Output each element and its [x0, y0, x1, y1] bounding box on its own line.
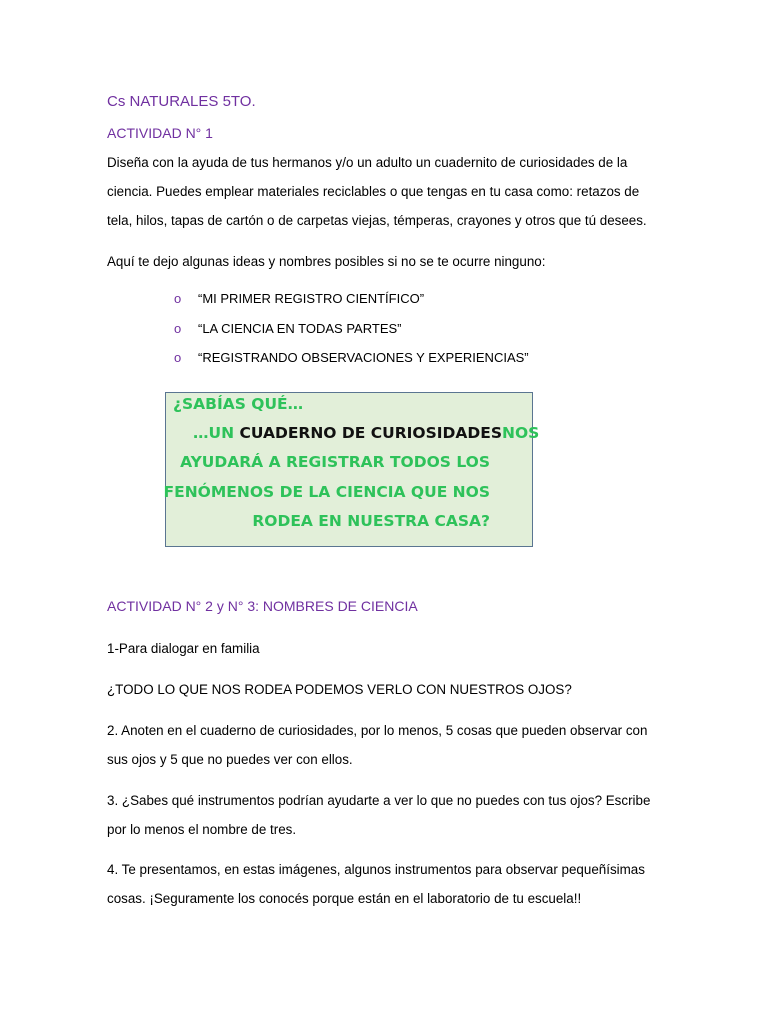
idea-text: “REGISTRANDO OBSERVACIONES Y EXPERIENCIAS”	[198, 350, 529, 365]
bullet-icon: o	[174, 350, 182, 365]
callout-emphasis: CUADERNO DE CURIOSIDADES	[239, 424, 502, 442]
callout-line-4: FENÓMENOS DE LA CIENCIA QUE NOS	[163, 483, 490, 501]
activity-2-item-3	[107, 786, 667, 844]
list-item	[174, 321, 529, 351]
activity-1-instructions	[107, 148, 667, 235]
callout-line-2-prefix: …UN	[193, 424, 240, 442]
instruction-line: tela, hilos, tapas de cartón o de carpetas viejas, témperas, crayones y otros que tú desees.	[107, 213, 647, 228]
idea-text: “LA CIENCIA EN TODAS PARTES”	[198, 320, 402, 336]
ideas-list	[174, 291, 529, 380]
bullet-icon: o	[174, 320, 182, 336]
callout-line-2	[193, 424, 539, 442]
activity-1-heading: ACTIVIDAD N° 1	[107, 125, 213, 141]
idea-text: “MI PRIMER REGISTRO CIENTÍFICO”	[198, 291, 425, 306]
activity-2-item-2	[107, 716, 667, 774]
ideas-intro: Aquí te dejo algunas ideas y nombres posibles si no se te ocurre ninguno:	[107, 254, 546, 269]
callout-line-5: RODEA EN NUESTRA CASA?	[252, 512, 490, 530]
document-title: Cs NATURALES 5TO.	[107, 93, 256, 110]
list-item	[174, 291, 529, 321]
instruction-line: ciencia. Puedes emplear materiales reciclables o que tengas en tu casa como: retazos de	[107, 184, 640, 199]
bullet-icon: o	[174, 291, 182, 306]
item-line: por lo menos el nombre de tres.	[107, 822, 297, 837]
activity-2-heading: ACTIVIDAD N° 2 y N° 3: NOMBRES DE CIENCIA	[107, 598, 418, 614]
item-line: 4. Te presentamos, en estas imágenes, algunos instrumentos para observar pequeñísimas	[107, 862, 645, 877]
activity-2-item-4	[107, 855, 667, 913]
activity-2-question: ¿TODO LO QUE NOS RODEA PODEMOS VERLO CON NUESTROS OJOS?	[107, 682, 572, 697]
callout-line-1: ¿SABÍAS QUÉ…	[173, 395, 304, 413]
callout-line-3: AYUDARÁ A REGISTRAR TODOS LOS	[180, 453, 490, 471]
instruction-line: Diseña con la ayuda de tus hermanos y/o un adulto un cuadernito de curiosidades de la	[107, 155, 628, 170]
activity-2-item-1: 1-Para dialogar en familia	[107, 641, 260, 656]
item-line: cosas. ¡Seguramente los conocés porque están en el laboratorio de tu escuela!!	[107, 891, 582, 906]
did-you-know-callout	[163, 392, 540, 547]
item-line: 3. ¿Sabes qué instrumentos podrían ayudarte a ver lo que no puedes con tus ojos? Escribe	[107, 793, 651, 808]
item-line: 2. Anoten en el cuaderno de curiosidades, por lo menos, 5 cosas que pueden observar con	[107, 723, 648, 738]
item-line: sus ojos y 5 que no puedes ver con ellos.	[107, 752, 353, 767]
list-item	[174, 350, 529, 380]
callout-line-2-suffix: NOS	[502, 424, 540, 442]
